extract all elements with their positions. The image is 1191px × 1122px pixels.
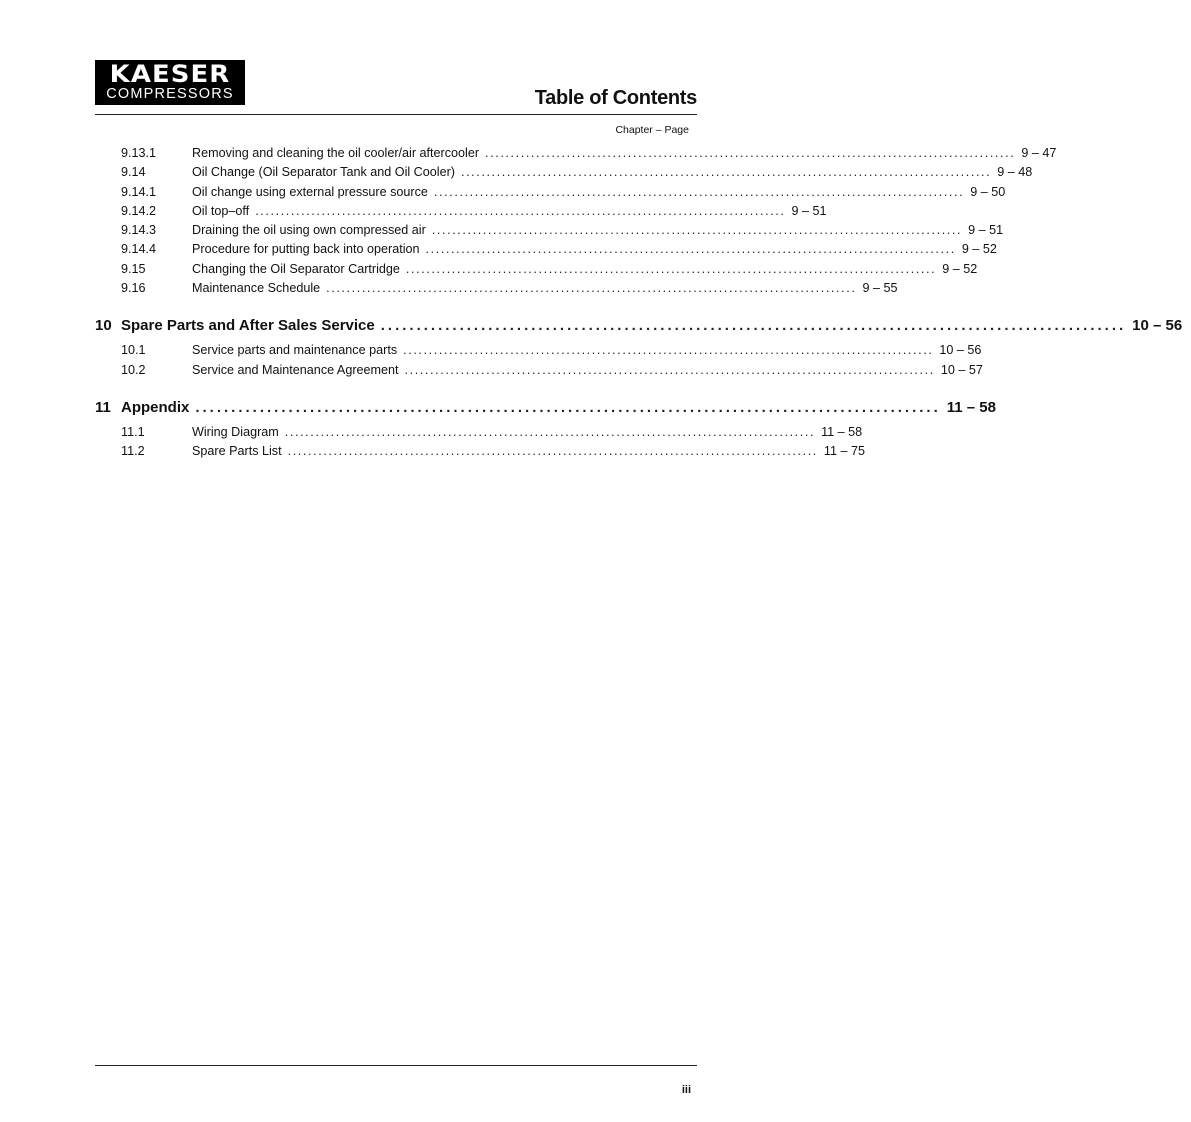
kaeser-logo [95,60,245,105]
toc-entry-number: 11.2 [121,444,145,459]
toc-entry-title: Oil change using external pressure source [192,184,428,199]
toc-entry-number: 9.15 [121,261,146,276]
toc-chapter-title: Appendix [121,398,190,416]
dot-leader: ........................................................................................................ [195,398,941,416]
toc-entry[interactable] [95,424,863,444]
toc-entry[interactable] [95,184,1006,204]
toc-entry-number: 9.14.1 [121,184,157,199]
dot-leader: ........................................................................................................ [326,281,857,296]
toc-chapter-entry[interactable] [95,398,996,421]
dot-leader: ........................................................................................................ [287,444,818,459]
toc-entry-number: 11.1 [121,424,145,439]
toc-entry-title: Spare Parts List [192,444,282,459]
toc-entry-title: Service parts and maintenance parts [192,343,398,358]
toc-entry[interactable] [95,444,865,463]
toc-entry[interactable] [95,165,1033,184]
toc-entry-title: Procedure for putting back into operation [192,242,420,257]
toc-entry-page: 9 – 47 [1021,146,1057,160]
toc-entry-page: 10 – 56 [939,343,982,358]
toc-entry-number: 9.13.1 [121,146,157,160]
toc-chapter-entry[interactable] [95,317,1183,339]
column-label: Chapter – Page [615,124,689,136]
toc-entry-number: 9.14.4 [121,242,157,257]
toc-chapter-number: 10 [95,317,112,335]
toc-entry-title: Wiring Diagram [192,424,279,439]
toc-entry[interactable] [95,203,827,223]
dot-leader: ........................................................................................................ [485,146,1016,160]
toc-chapter-page: 10 – 56 [1132,317,1183,335]
dot-leader: ........................................................................................................ [460,165,992,180]
dot-leader: ........................................................................................................ [425,242,956,257]
toc-entry[interactable] [95,261,978,281]
toc-entry-title: Service and Maintenance Agreement [192,362,399,377]
footer-divider [95,1065,697,1066]
toc-entry-page: 9 – 55 [862,281,898,296]
toc-entry-title: Removing and cleaning the oil cooler/air aftercooler [192,146,480,160]
toc-chapter-page: 11 – 58 [946,398,996,416]
toc-entry-page: 9 – 52 [942,261,978,276]
toc-entry-number: 9.16 [121,281,146,296]
toc-entry-number: 10.1 [121,343,146,358]
header-divider [95,114,697,115]
toc-entry-title: Draining the oil using own compressed air [192,223,426,238]
toc-entry-title: Oil Change (Oil Separator Tank and Oil Cooler) [192,165,455,180]
toc-entry-page: 9 – 50 [970,184,1006,199]
toc-entry-number: 9.14.3 [121,223,157,238]
toc-entry-page: 9 – 52 [961,242,997,257]
toc-entry[interactable] [95,343,982,362]
toc-chapter-title: Spare Parts and After Sales Service [121,317,375,335]
toc-entry-number: 9.14 [121,165,146,180]
toc-entry-page: 10 – 57 [940,362,983,377]
table-of-contents [95,146,1183,464]
page-number: iii [681,1084,691,1096]
toc-entry-title: Maintenance Schedule [192,281,321,296]
page-title: Table of Contents [534,87,697,109]
dot-leader: ........................................................................................................ [433,184,965,199]
toc-entry[interactable] [95,242,997,261]
dot-leader: ........................................................................................................ [255,203,786,218]
toc-entry-page: 9 – 51 [791,203,827,218]
dot-leader: ........................................................................................................ [380,317,1127,335]
toc-entry-page: 11 – 75 [823,444,865,459]
dot-leader: ........................................................................................................ [403,343,934,358]
dot-leader: ........................................................................................................ [404,362,935,377]
toc-entry-page: 11 – 58 [821,424,863,439]
toc-entry-number: 10.2 [121,362,146,377]
dot-leader: ........................................................................................................ [405,261,937,276]
toc-entry-number: 9.14.2 [121,203,157,218]
logo-wordmark: KAESER [109,60,231,88]
toc-entry[interactable] [95,223,1004,242]
toc-entry-title: Oil top–off [192,203,250,218]
toc-entry[interactable] [95,362,983,382]
logo-subtitle: COMPRESSORS [106,86,234,102]
toc-entry[interactable] [95,146,1057,165]
toc-chapter-number: 11 [95,398,111,416]
dot-leader: ........................................................................................................ [284,424,816,439]
dot-leader: ........................................................................................................ [431,223,963,238]
toc-entry[interactable] [95,281,898,300]
toc-entry-page: 9 – 51 [968,223,1004,238]
toc-entry-page: 9 – 48 [997,165,1033,180]
toc-entry-title: Changing the Oil Separator Cartridge [192,261,400,276]
